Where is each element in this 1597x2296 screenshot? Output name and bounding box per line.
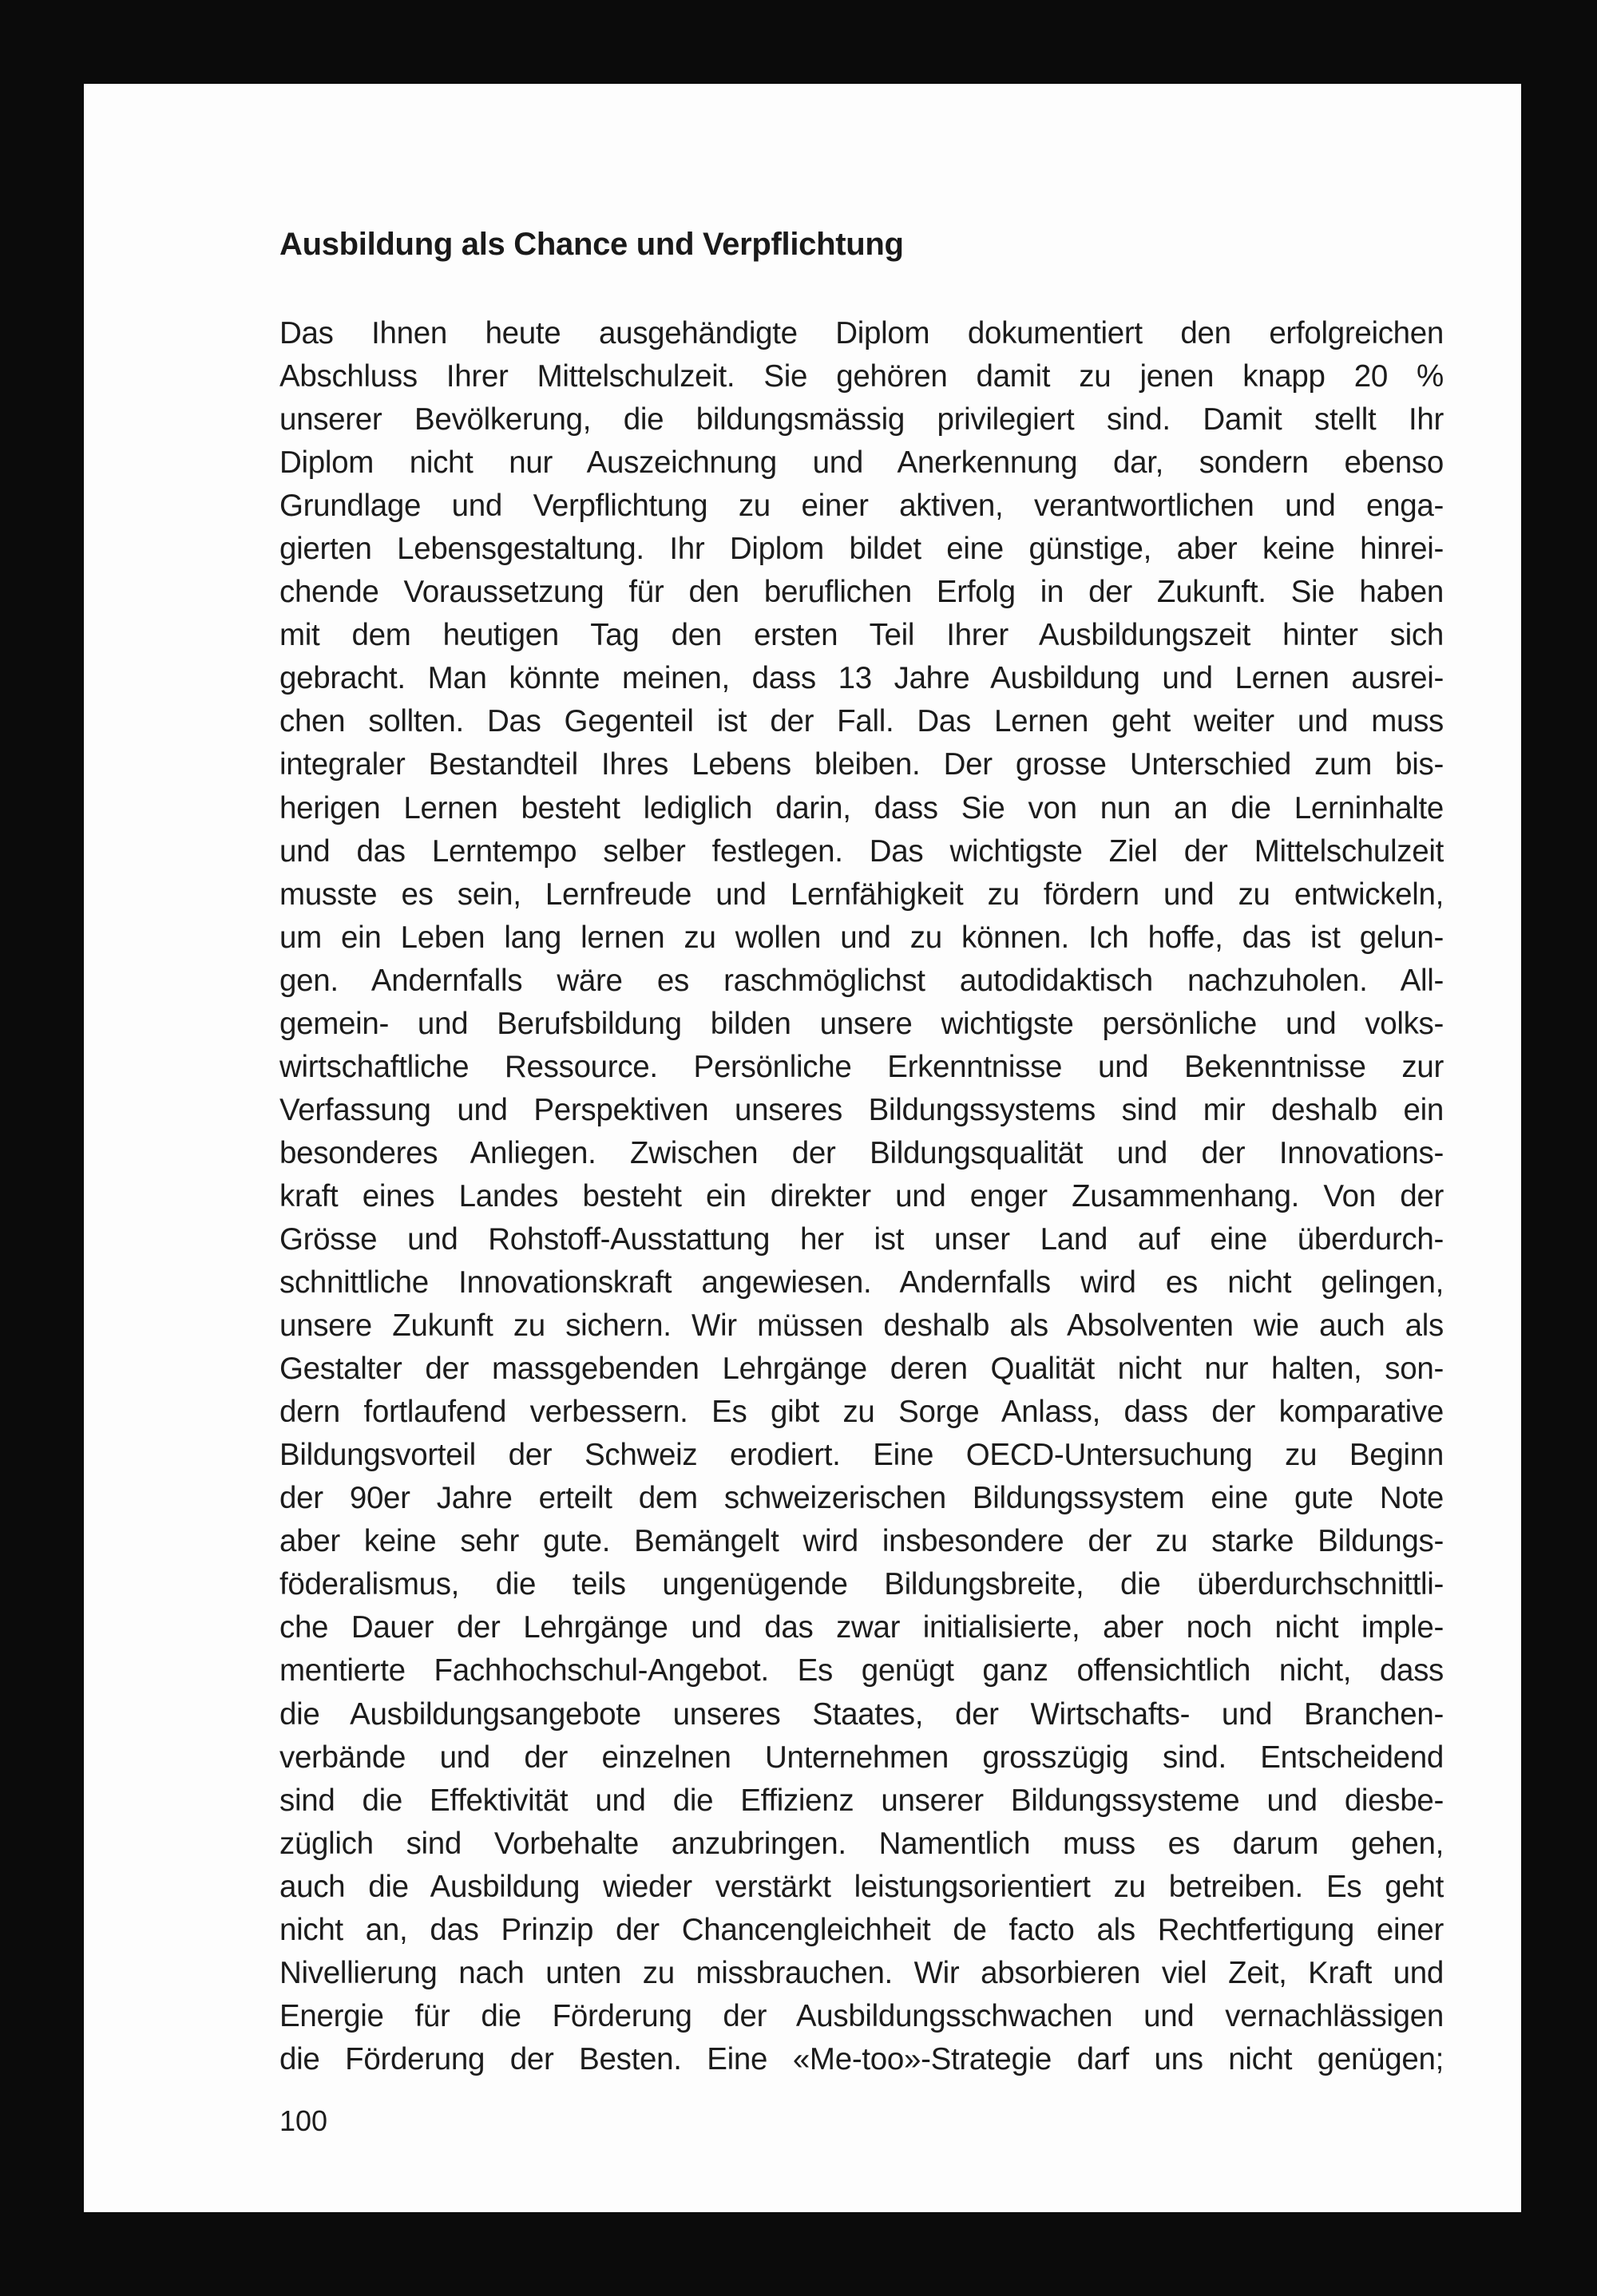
text-line: musste es sein, Lernfreude und Lernfähigkeit zu fördern und zu entwickeln,	[279, 877, 1444, 912]
text-line: unserer Bevölkerung, die bildungsmässig privilegiert sind. Damit stellt Ihr	[279, 402, 1444, 437]
text-line: Verfassung und Perspektiven unseres Bildungssystems sind mir deshalb ein	[279, 1092, 1444, 1127]
section-heading: Ausbildung als Chance und Verpflichtung	[279, 227, 904, 262]
text-line: dern fortlaufend verbessern. Es gibt zu Sorge Anlass, dass der komparative	[279, 1395, 1444, 1430]
text-line: che Dauer der Lehrgänge und das zwar initialisierte, aber noch nicht imple-	[279, 1610, 1444, 1645]
text-line: gen. Andernfalls wäre es raschmöglichst autodidaktisch nachzuholen. All-	[279, 963, 1444, 998]
text-line: um ein Leben lang lernen zu wollen und zu können. Ich hoffe, das ist gelun-	[279, 920, 1444, 955]
text-line: die Förderung der Besten. Eine «Me-too»-Strategie darf uns nicht genügen;	[279, 2041, 1444, 2076]
text-line: die Ausbildungsangebote unseres Staates, der Wirtschafts- und Branchen-	[279, 1696, 1444, 1732]
text-line: chende Voraussetzung für den beruflichen Erfolg in der Zukunft. Sie haben	[279, 575, 1444, 610]
text-line: föderalismus, die teils ungenügende Bildungsbreite, die überdurchschnittli-	[279, 1567, 1444, 1602]
text-line: kraft eines Landes besteht ein direkter und enger Zusammenhang. Von der	[279, 1178, 1444, 1213]
text-line: gebracht. Man könnte meinen, dass 13 Jahre Ausbildung und Lernen ausrei-	[279, 661, 1444, 696]
text-line: verbände und der einzelnen Unternehmen grosszügig sind. Entscheidend	[279, 1740, 1444, 1775]
text-line: Energie für die Förderung der Ausbildungsschwachen und vernachlässigen	[279, 1998, 1444, 2033]
text-line: Abschluss Ihrer Mittelschulzeit. Sie gehören damit zu jenen knapp 20 %	[279, 359, 1444, 394]
text-line: sind die Effektivität und die Effizienz unserer Bildungssysteme und diesbe-	[279, 1783, 1444, 1818]
text-line: Grösse und Rohstoff-Ausstattung her ist unser Land auf eine überdurch-	[279, 1221, 1444, 1257]
page-number: 100	[279, 2104, 328, 2137]
text-line: auch die Ausbildung wieder verstärkt leistungsorientiert zu betreiben. Es geht	[279, 1869, 1444, 1904]
text-line: mentierte Fachhochschul-Angebot. Es genügt ganz offensichtlich nicht, dass	[279, 1653, 1444, 1688]
text-line: unsere Zukunft zu sichern. Wir müssen deshalb als Absolventen wie auch als	[279, 1308, 1444, 1344]
text-line: herigen Lernen besteht lediglich darin, dass Sie von nun an die Lerninhalte	[279, 790, 1444, 825]
body-text	[279, 312, 1444, 2081]
text-line: gemein- und Berufsbildung bilden unsere wichtigste persönliche und volks-	[279, 1006, 1444, 1041]
text-line: gierten Lebensgestaltung. Ihr Diplom bildet eine günstige, aber keine hinrei-	[279, 532, 1444, 567]
text-line: mit dem heutigen Tag den ersten Teil Ihrer Ausbildungszeit hinter sich	[279, 618, 1444, 653]
text-line: und das Lerntempo selber festlegen. Das wichtigste Ziel der Mittelschulzeit	[279, 833, 1444, 869]
text-line: schnittliche Innovationskraft angewiesen. Andernfalls wird es nicht gelingen,	[279, 1265, 1444, 1300]
text-line: besonderes Anliegen. Zwischen der Bildungsqualität und der Innovations-	[279, 1135, 1444, 1170]
text-line: chen sollten. Das Gegenteil ist der Fall. Das Lernen geht weiter und muss	[279, 704, 1444, 739]
text-line: züglich sind Vorbehalte anzubringen. Namentlich muss es darum gehen,	[279, 1826, 1444, 1861]
text-line: der 90er Jahre erteilt dem schweizerischen Bildungssystem eine gute Note	[279, 1481, 1444, 1516]
text-line: nicht an, das Prinzip der Chancengleichheit de facto als Rechtfertigung einer	[279, 1912, 1444, 1947]
text-line: aber keine sehr gute. Bemängelt wird insbesondere der zu starke Bildungs-	[279, 1524, 1444, 1559]
text-line: Gestalter der massgebenden Lehrgänge deren Qualität nicht nur halten, son-	[279, 1352, 1444, 1387]
text-line: Nivellierung nach unten zu missbrauchen. Wir absorbieren viel Zeit, Kraft und	[279, 1955, 1444, 1990]
text-line: wirtschaftliche Ressource. Persönliche Erkenntnisse und Bekenntnisse zur	[279, 1049, 1444, 1084]
text-line: Bildungsvorteil der Schweiz erodiert. Eine OECD-Untersuchung zu Beginn	[279, 1438, 1444, 1473]
text-line: Grundlage und Verpflichtung zu einer aktiven, verantwortlichen und enga-	[279, 489, 1444, 524]
text-line: Das Ihnen heute ausgehändigte Diplom dokumentiert den erfolgreichen	[279, 316, 1444, 350]
text-line: Diplom nicht nur Auszeichnung und Anerkennung dar, sondern ebenso	[279, 445, 1444, 481]
text-line: integraler Bestandteil Ihres Lebens bleiben. Der grosse Unterschied zum bis-	[279, 747, 1444, 782]
